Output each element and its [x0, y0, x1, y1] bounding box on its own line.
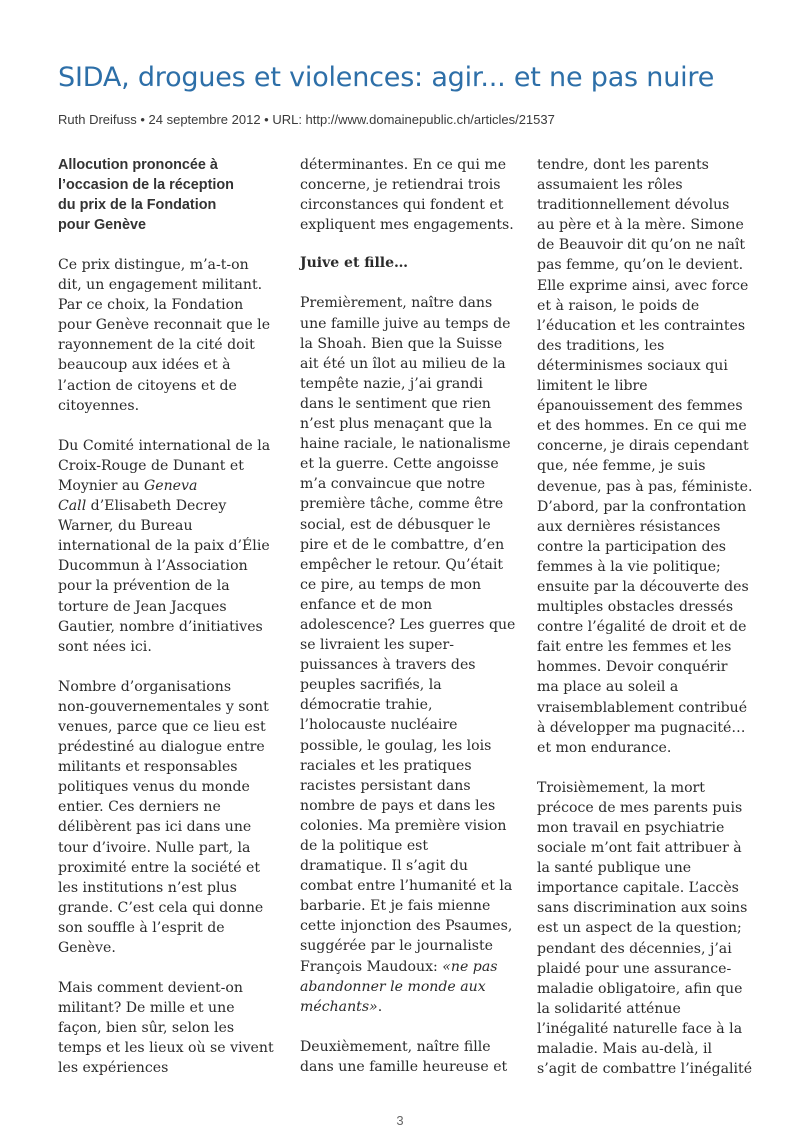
text-line: ce pire, au temps de mon: [300, 576, 482, 593]
text-line: devenue, pas à pas, féministe.: [537, 478, 753, 495]
text-line: expliquent mes engagements.: [300, 217, 514, 234]
text-line: concerne, je dirais cependant: [537, 438, 749, 455]
text-line: que, née femme, je suis: [537, 458, 706, 475]
text-line: et la guerre. Cette angoisse: [300, 456, 499, 473]
text-line: et mon endurance.: [537, 739, 672, 756]
article-byline: Ruth Dreifuss • 24 septembre 2012 • URL: http://www.domainepublic.ch/articles/21537: [58, 112, 555, 127]
text-line: politiques venus du monde: [58, 779, 250, 796]
text-line: Warner, du Bureau: [58, 518, 193, 535]
text-line: Gautier, nombre d’initiatives: [58, 618, 263, 635]
italic-quote: abandonner le monde aux: [300, 978, 486, 995]
column-3: [537, 155, 751, 1079]
text-line: l’action de citoyens et de: [58, 377, 237, 394]
text-line: haine raciale, le nationalisme: [300, 436, 511, 453]
text-line: sans discrimination aux soins: [537, 900, 748, 917]
text-line: limitent le libre: [537, 378, 648, 395]
text-line: méchants».: [300, 998, 383, 1015]
paragraph: [58, 436, 278, 657]
paragraph: [58, 255, 278, 416]
text-line: Par ce choix, la Fondation: [58, 297, 244, 314]
text-line: la santé publique une: [537, 860, 692, 877]
text-line: pour la prévention de la: [58, 578, 230, 595]
text-line: de la politique est: [300, 838, 429, 854]
text-line: tempête nazie, j’ai grandi: [300, 375, 483, 392]
text-line: international de la paix d’Élie: [58, 538, 270, 555]
text-line: [300, 977, 512, 997]
text-line: grande. C’est cela qui donne: [58, 899, 264, 916]
text-line: femmes à la vie politique;: [537, 558, 721, 575]
text-line: militants et responsables: [58, 759, 238, 776]
text-line: des traditions, les: [537, 337, 665, 354]
paragraph: [300, 155, 512, 235]
text-line: démocratie trahie,: [300, 697, 433, 714]
text-line: s’agit de combattre l’inégalité: [537, 1061, 753, 1078]
text-line: et des hommes. En ce qui me: [537, 418, 747, 435]
text-line: est un aspect de la question;: [537, 920, 742, 937]
lead-heading: [58, 155, 278, 235]
text-line: traditionnellement dévolus: [537, 197, 730, 214]
text-line: Genève.: [58, 940, 116, 956]
text-line: au père et à la mère. Simone: [537, 217, 744, 234]
text-line: précoce de mes parents puis: [537, 799, 743, 816]
text-line: François Maudoux: «ne pas: [300, 958, 498, 975]
text-line: l’holocauste nucléaire: [300, 717, 458, 734]
text-line: vraisemblablement contribué: [537, 699, 748, 716]
paragraph: [58, 978, 278, 1078]
text-line: aux dernières résistances: [537, 518, 721, 535]
text-line: façon, bien sûr, selon les: [58, 1020, 235, 1037]
text-line: venues, parce que ce lieu est: [58, 718, 266, 735]
text-line: et à raison, le poids de: [537, 297, 700, 314]
text-line: militant? De mille et une: [58, 1000, 235, 1017]
text-line: Premièrement, naître dans: [300, 295, 493, 312]
text-line: du prix de la Fondation: [58, 197, 217, 213]
text-line: citoyennes.: [58, 397, 140, 414]
text-line: les institutions n’est plus: [58, 879, 237, 896]
text-line: non-gouvernementales y sont: [58, 698, 269, 715]
text-line: l’inégalité naturelle face à la: [537, 1020, 743, 1037]
italic-quote: «ne pas: [442, 958, 498, 975]
text-line: assumaient les rôles: [537, 177, 683, 194]
text-line: proximité entre la société et: [58, 859, 261, 876]
text-line: racistes persistant dans: [300, 777, 471, 794]
article-title: SIDA, drogues et violences: agir... et ne pas nuire: [58, 62, 715, 93]
text-line: contre la participation des: [537, 538, 727, 555]
text-line: importance capitale. L’accès: [537, 880, 739, 897]
text-line: peuples sacrifiés, la: [300, 677, 442, 694]
text-line: Troisièmement, la mort: [537, 779, 705, 796]
paragraph: [300, 1037, 512, 1077]
text-line: maladie obligatoire, afin que: [537, 980, 743, 997]
text-line: maladie. Mais au-delà, il: [537, 1041, 713, 1058]
text-line: raciales et les pratiques: [300, 757, 472, 774]
paragraph: [300, 293, 516, 1016]
text-line: pendant des décennies, j’ai: [537, 940, 732, 957]
text-line: ensuite par la découverte des: [537, 578, 749, 595]
text-line: Du Comité international de la: [58, 437, 271, 454]
text-line: Ce prix distingue, m’a-t-on: [58, 257, 249, 273]
text-line: dit, un engagement militant.: [58, 277, 263, 294]
italic-quote: méchants»: [300, 998, 378, 1015]
text-line: adolescence? Les guerres que: [300, 616, 516, 633]
text-line: la solidarité atténue: [537, 1000, 681, 1017]
text-line: enfance et de mon: [300, 596, 433, 613]
text-line: une famille juive au temps de: [300, 315, 511, 332]
text-line: colonies. Ma première vision: [300, 817, 507, 834]
text-line: première tâche, comme être: [300, 496, 504, 513]
text-line: ma place au soleil a: [537, 679, 679, 696]
text-line: Mais comment devient-on: [58, 980, 243, 997]
page-number: 3: [396, 1113, 404, 1128]
text-line: l’éducation et les contraintes: [537, 317, 746, 334]
text-line: déterminantes. En ce qui me: [300, 157, 507, 173]
text-line: rayonnement de la cité doit: [58, 337, 255, 354]
text-line: Ducommun à l’Association: [58, 558, 248, 575]
text-line: tendre, dont les parents: [537, 157, 709, 173]
text-line: nombre de pays et dans les: [300, 797, 496, 814]
italic-text: Call: [58, 498, 87, 515]
text-line: barbarie. Et je fais mienne: [300, 898, 491, 915]
section-subheading: Juive et fille…: [300, 255, 409, 272]
text-line: Deuxièmement, naître fille: [300, 1038, 491, 1055]
text-line: dans une famille heureuse et: [300, 1058, 508, 1075]
paragraph: [537, 778, 751, 1079]
text-line: circonstances qui fondent et: [300, 197, 504, 214]
text-line: hommes. Devoir conquérir: [537, 659, 728, 676]
text-line: Call d’Elisabeth Decrey: [58, 498, 227, 515]
text-line: pas femme, qu’on le devient.: [537, 257, 744, 274]
text-line: se livraient les super-: [300, 637, 454, 654]
text-line: Moynier au Geneva: [58, 477, 198, 494]
text-line: beaucoup aux idées et à: [58, 357, 231, 374]
text-line: dramatique. Il s’agit du: [300, 858, 468, 875]
text-line: l’occasion de la réception: [58, 177, 234, 193]
text-line: social, est de débusquer le: [300, 516, 491, 533]
text-line: dans le sentiment que rien: [300, 395, 491, 412]
text-line: Nombre d’organisations: [58, 678, 232, 695]
text-line: délibèrent pas ici dans une: [58, 819, 252, 836]
text-line: déterminismes sociaux qui: [537, 357, 728, 374]
text-line: son souffle à l’esprit de: [58, 919, 225, 936]
text-line: pour Genève: [58, 217, 146, 233]
paragraph: [537, 155, 751, 758]
text-line: pire et de le combattre, d’en: [300, 536, 505, 553]
italic-text: Geneva: [143, 477, 198, 494]
text-line: Elle exprime ainsi, avec force: [537, 277, 749, 294]
text-line: multiples obstacles dressés: [537, 599, 734, 616]
text-line: pour Genève reconnait que le: [58, 317, 271, 334]
paragraph: [58, 677, 278, 958]
text-line: Croix-Rouge de Dunant et: [58, 457, 244, 474]
text-line: mon travail en psychiatrie: [537, 820, 725, 836]
text-line: fait entre les femmes et les: [537, 639, 732, 656]
text-line: contre l’égalité de droit et de: [537, 619, 747, 636]
text-line: les expériences: [58, 1060, 169, 1077]
text-line: puissances à travers des: [300, 657, 476, 674]
text-line: m’a convaincue que notre: [300, 476, 486, 493]
text-line: la Shoah. Bien que la Suisse: [300, 335, 503, 352]
text-line: tour d’ivoire. Nulle part, la: [58, 839, 251, 856]
text-line: sont nées ici.: [58, 638, 152, 655]
text-line: entier. Ces derniers ne: [58, 799, 221, 816]
text-line: plaidé pour une assurance-: [537, 960, 732, 977]
column-1: [58, 155, 278, 1079]
text-line: empêcher le retour. Qu’était: [300, 556, 504, 573]
text-line: temps et les lieux où se vivent: [58, 1040, 274, 1057]
text-line: prédestiné au dialogue entre: [58, 739, 265, 756]
text-line: possible, le goulag, les lois: [300, 737, 492, 754]
text-line: D’abord, par la confrontation: [537, 498, 747, 515]
text-line: à développer ma pugnacité…: [537, 719, 746, 736]
text-line: de Beauvoir dit qu’on ne naît: [537, 237, 746, 254]
text-line: Allocution prononcée à: [58, 157, 218, 173]
text-line: suggérée par le journaliste: [300, 938, 493, 955]
text-line: épanouissement des femmes: [537, 398, 743, 415]
text-line: concerne, je retiendrai trois: [300, 177, 501, 194]
column-2: [300, 155, 516, 1077]
text-line: sociale m’ont fait attribuer à: [537, 840, 742, 857]
text-line: ait été un îlot au milieu de la: [300, 355, 506, 372]
text-line: n’est plus menaçant que la: [300, 416, 493, 433]
text-line: combat entre l’humanité et la: [300, 878, 513, 895]
text-line: cette injonction des Psaumes,: [300, 918, 513, 935]
text-line: torture de Jean Jacques: [58, 598, 227, 615]
